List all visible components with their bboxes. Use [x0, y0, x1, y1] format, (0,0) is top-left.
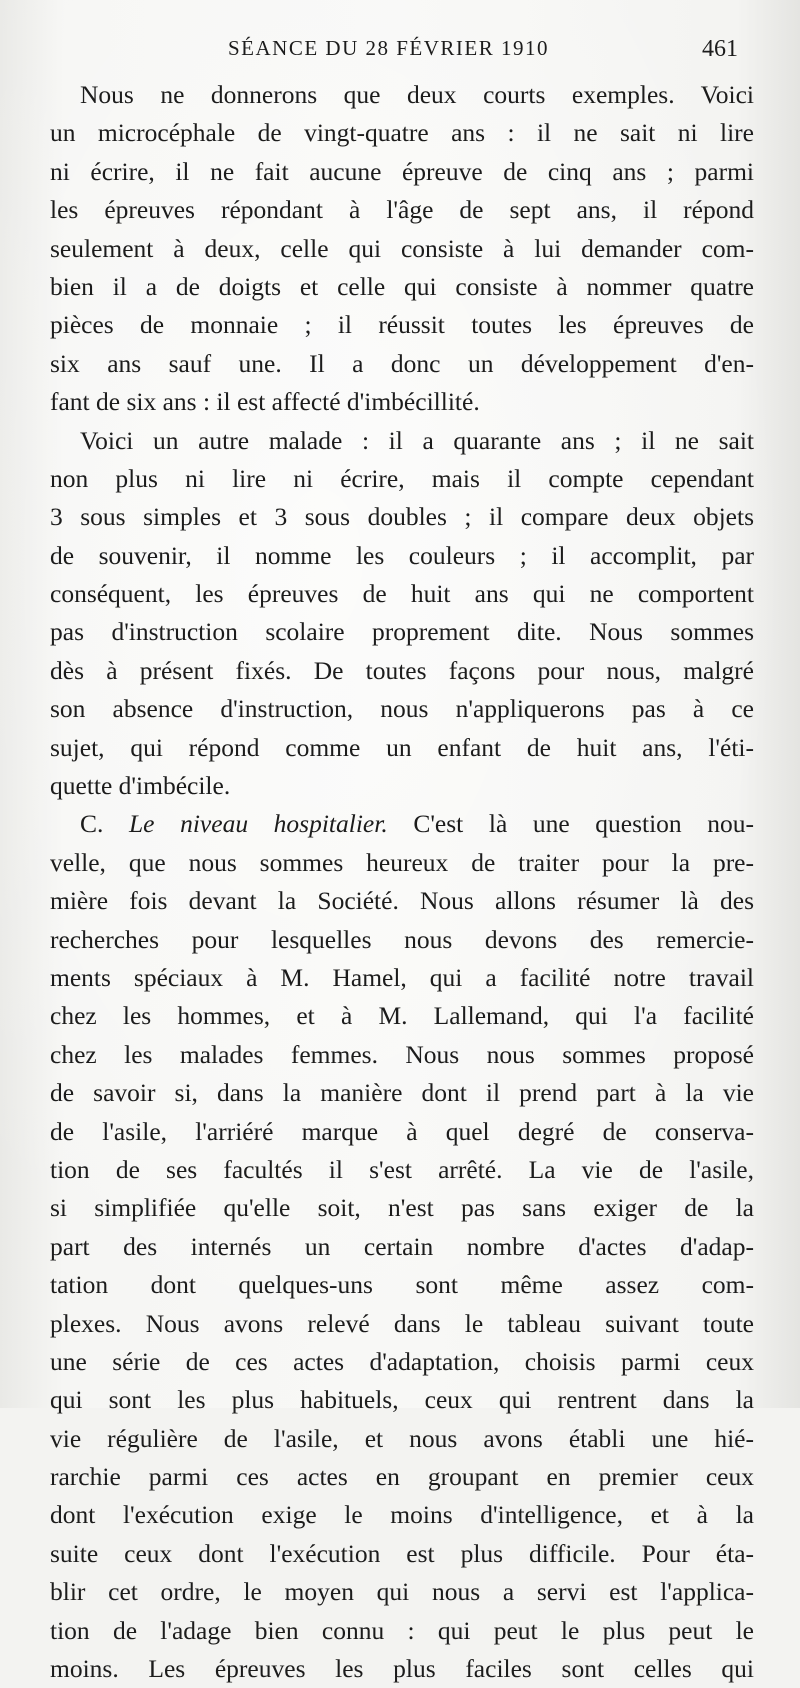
text-line: bien il a de doigts et celle qui consiste à nommer quatre [50, 271, 754, 301]
text-line: recherches pour lesquelles nous devons des remercie- [50, 924, 754, 954]
body-text [50, 76, 754, 1688]
page-header [0, 36, 800, 76]
text-line: Voici un autre malade : il a quarante ans ; il ne sait [80, 425, 754, 455]
text-line: velle, que nous sommes heureux de traiter pour la pre- [50, 847, 754, 877]
page-number: 461 [702, 36, 738, 62]
section-label: C. [80, 809, 104, 839]
text-line: si simplifiée qu'elle soit, n'est pas sans exiger de la [50, 1193, 754, 1223]
text-line: pièces de monnaie ; il réussit toutes les épreuves de [50, 310, 754, 340]
text-line: suite ceux dont l'exécution est plus difficile. Pour éta- [50, 1538, 754, 1568]
text-line: quette d'imbécile. [50, 771, 231, 801]
text-line: chez les hommes, et à M. Lallemand, qui l'a facilité [50, 1001, 754, 1031]
text-line: non plus ni lire ni écrire, mais il compte cependant [50, 463, 754, 493]
heading-line-text: C'est là une question nou- [413, 809, 754, 839]
section-title: Le niveau hospitalier. [129, 809, 388, 839]
text-line: Nous ne donnerons que deux courts exemples. Voici [80, 80, 754, 109]
text-line: 3 sous simples et 3 sous doubles ; il compare deux objets [50, 502, 754, 532]
text-line: sujet, qui répond comme un enfant de huit ans, l'éti- [50, 732, 754, 762]
paragraph-2 [50, 422, 754, 806]
text-line: un microcéphale de vingt-quatre ans : il ne sait ni lire [50, 118, 754, 148]
text-line: mière fois devant la Société. Nous allons résumer là des [50, 886, 754, 916]
text-line: blir cet ordre, le moyen qui nous a servi est l'applica- [50, 1577, 754, 1607]
text-line: dès à présent fixés. De toutes façons pour nous, malgré [50, 655, 754, 685]
text-line: son absence d'instruction, nous n'appliquerons pas à ce [50, 694, 754, 724]
text-line: ments spéciaux à M. Hamel, qui a facilité notre travail [50, 962, 754, 992]
text-line: de savoir si, dans la manière dont il prend part à la vie [50, 1078, 754, 1108]
running-head: SÉANCE DU 28 FÉVRIER 1910 [228, 36, 550, 60]
text-line: conséquent, les épreuves de huit ans qui ne comportent [50, 579, 754, 609]
text-line: de l'asile, l'arriéré marque à quel degré de conserva- [50, 1116, 754, 1146]
text-line: part des internés un certain nombre d'actes d'adap- [50, 1231, 754, 1261]
text-line: une série de ces actes d'adaptation, choisis parmi ceux [50, 1346, 754, 1376]
text-line: qui sont les plus habituels, ceux qui rentrent dans la [50, 1385, 754, 1415]
text-line: dont l'exécution exige le moins d'intelligence, et à la [50, 1500, 754, 1530]
text-line: pas d'instruction scolaire proprement dite. Nous sommes [50, 617, 754, 647]
text-line: tion de ses facultés il s'est arrêté. La vie de l'asile, [50, 1154, 754, 1184]
text-line: tion de l'adage bien connu : qui peut le plus peut le [50, 1615, 754, 1645]
paragraph-3 [50, 805, 754, 1688]
text-line: les épreuves répondant à l'âge de sept ans, il répond [50, 195, 754, 225]
text-line: de souvenir, il nomme les couleurs ; il accomplit, par [50, 540, 754, 570]
text-line: ni écrire, il ne fait aucune épreuve de cinq ans ; parmi [50, 156, 754, 186]
text-line: rarchie parmi ces actes en groupant en premier ceux [50, 1462, 754, 1492]
section-heading-line [50, 805, 754, 843]
paragraph-1 [50, 76, 754, 422]
text-line: fant de six ans : il est affecté d'imbécillité. [50, 387, 480, 417]
text-line: seulement à deux, celle qui consiste à lui demander com- [50, 233, 754, 263]
text-line: tation dont quelques-uns sont même assez com- [50, 1270, 754, 1300]
text-line: moins. Les épreuves les plus faciles sont celles qui [50, 1654, 754, 1684]
text-line: six ans sauf une. Il a donc un développement d'en- [50, 348, 754, 378]
text-line: chez les malades femmes. Nous nous sommes proposé [50, 1039, 754, 1069]
text-line: plexes. Nous avons relevé dans le tableau suivant toute [50, 1308, 754, 1338]
text-line: vie régulière de l'asile, et nous avons établi une hié- [50, 1423, 754, 1453]
